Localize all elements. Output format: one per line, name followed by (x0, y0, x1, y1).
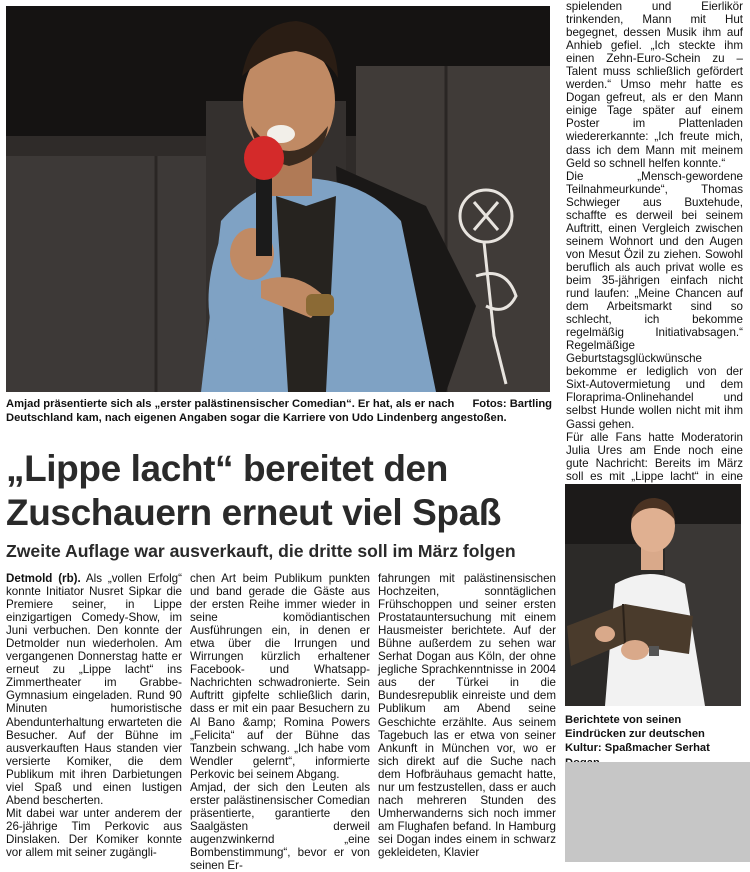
article-column-4 (566, 0, 743, 496)
article-paragraph: chen Art beim Publikum punkten und band gerade die Gäste aus der ersten Reihe immer wieder in seine komödiantischen Ausführungen ein, in denen er etwa über die Irrungen und Wirrungen kürzlich erhaltener Facebook- und Whatsapp-Nachrichten schwadronierte. Sein Auftritt gipfelte schließlich darin, dass er mit ein paar Besuchern zu Al Bano &amp; Romina Powers „Felicita“ auf der Bühne das Tanzbein schwang. „Ich habe vom Wendler gelernt“, informierte Perkovic bei seinem Abgang. (190, 572, 370, 781)
article-headline: „Lippe lacht“ bereitet den Zuschauern erneut viel Spaß (6, 448, 502, 533)
article-paragraph: Mit dabei war unter anderem der 26-jährige Tim Perkovic aus Dinslaken. Der Komiker konnte vor allem mit seiner zugängli- (6, 806, 182, 859)
article-paragraph: spielenden und Eierlikör trinkenden, Mann mit Hut begegnet, dessen Musik ihm auf Anhieb gefiel. „Ich steckte ihm einen Zehn-Euro-Schein zu – Talent muss schließlich gefördert werden.“ Umso mehr hatte es Dogan gefreut, als er den Mann einige Tage später auf einem Poster im Plattenladen wiedererkannte: „Ich freute mich, dass ich dem Mann mit meinem Geld so schnell helfen konnte.“ (566, 0, 743, 170)
article-subheadline: Zweite Auflage war ausverkauft, die dritte soll im März folgen (6, 541, 516, 561)
presenter-photo-illustration (565, 484, 741, 706)
article-paragraph (6, 572, 182, 807)
article-column-2 (190, 572, 370, 872)
side-photo-caption: Berichtete von seinen Eindrücken zur deutschen Kultur: Spaßmacher Serhat (565, 714, 710, 755)
dateline: Detmold (rb). (6, 572, 81, 585)
comedian-on-stage-photo (6, 6, 550, 392)
article-column-1 (6, 572, 182, 859)
article-paragraph: Für alle Fans hatte Moderatorin Julia Ures am Ende noch eine gute Nachricht: Bereits im März soll es mit „Lippe lacht“ in eine (566, 430, 743, 483)
photo-credit: Fotos: Bartling (472, 398, 552, 410)
adjacent-grey-block (565, 762, 750, 862)
article-paragraph: Amjad, der sich den Leuten als erster palästinensischer Comedian präsentierte, garantierte den Saalgästen derweil augenzwinkernd „eine Bombenstimmung“, bevor er von seinen Er- (190, 780, 370, 872)
comedian-photo-illustration (6, 6, 550, 392)
article-paragraph: fahrungen mit palästinensischen Hochzeiten, sonntäglichen Frühschoppen und seiner ersten Prostatauntersuchung mit einem Hausmeister berichtete. Auf der Bühne außerdem zu sehen war Serhat Dogan aus Köln, der ohne jegliche Sprachkenntnisse in 2004 aus der Türkei in die Bundesrepublik einreiste und dem Publikum am Abend seine Geschichte erzählte. Aus seinem Tagebuch las er etwa von seiner Ankunft in München vor, wo er sich direkt auf die Suche nach dem Hofbräuhaus gemacht hatte, nur um festzustellen, dass er auch nach mehreren Stunden des Umherwanderns sich noch immer am Flughafen befand. In Hamburg sei Dogan indes einem in schwarz gekleideten, Klavier (378, 572, 556, 859)
presenter-reading-photo (565, 484, 741, 706)
article-paragraph: Die „Mensch-gewordene Teilnahmeurkunde“, Thomas Schwieger aus Buxtehude, schaffte es derweil bei seinem Auftritt, einen Vergleich zwischen seinem Wohnort und den Augen von Mesut Özil zu ziehen. Sowohl beruflich als auch privat wolle es beim 35-jährigen einfach nicht rund laufen: „Meine Chancen auf dem Arbeitsmarkt sind so schlecht, ich bekomme regelmäßig Initiativabsagen.“ Regelmäßige Geburtstagsglückwünsche bekomme er lediglich von der Sixt-Autovermietung und dem Floraprima-Onlinehandel und selbst Hunde wollen nicht mit ihm Gassi gehen. (566, 169, 743, 431)
article-column-3 (378, 572, 556, 859)
main-photo-caption (6, 397, 552, 425)
article-text: Als „vollen Erfolg“ konnte Initiator Nusret Sipkar die Premiere seiner, in Lippe einzigartigen Comedy-Show, im Juni verbuchen. Den konnte der Detmolder nun wiederholen. Am vergangenen Donnerstag hatte er erneut zu „Lippe lacht“ ins Zimmertheater im Grabbe-Gymnasium eingeladen. Rund 90 Minuten humoristische Abendunterhaltung erwarteten die Besucher. Auf der Bühne im ausverkauften Haus standen vier versierte Komiker, die dem Publikum mit ihren Darbietungen viel Spaß und einen lustigen Abend bescherten. (6, 572, 182, 807)
main-photo-caption-text: Amjad präsentierte sich als „erster palästinensischer Comedian“. Er hat, als er nach Deutschland kam, nach eigenen Angaben sogar die Karriere von Udo Lindenberg angestoßen. (6, 398, 507, 425)
